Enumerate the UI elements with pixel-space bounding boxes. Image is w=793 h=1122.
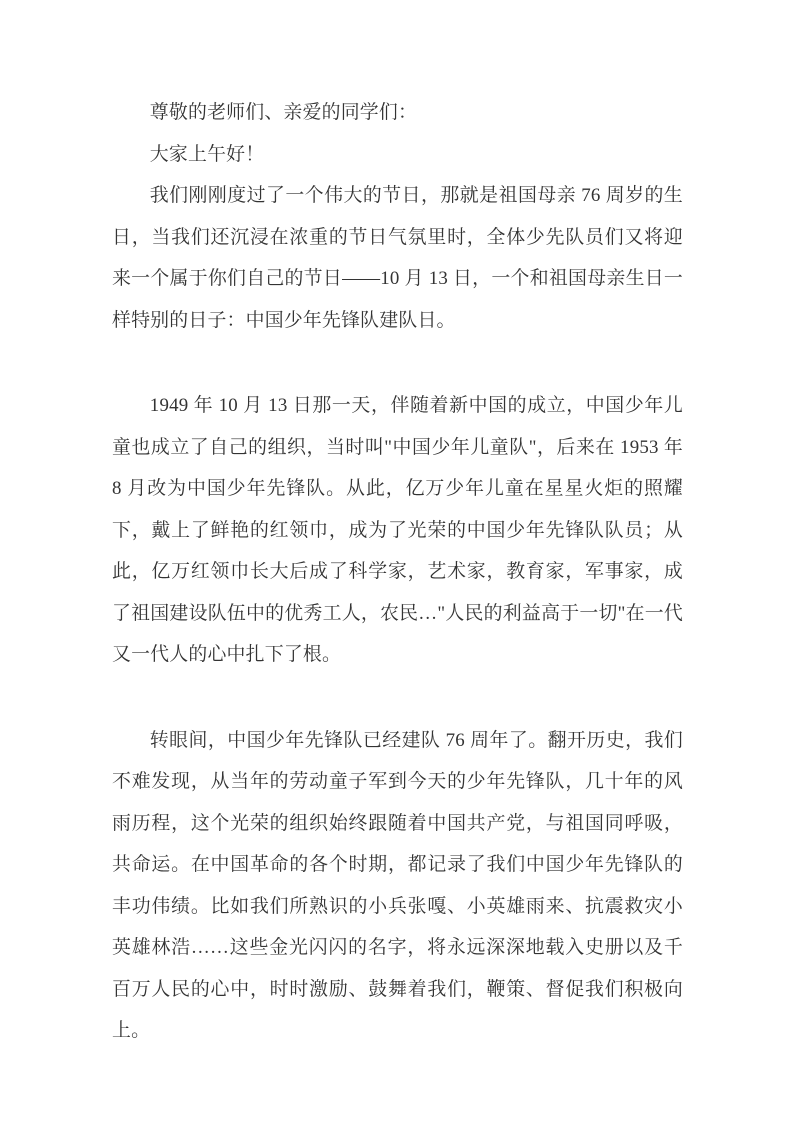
paragraph-founding-history: 1949 年 10 月 13 日那一天，伴随着新中国的成立，中国少年儿童也成立了自己的组织，当时叫"中国少年儿童队"，后来在 1953 年 8 月改为中国少年先锋队。从此，亿万少年儿童在星星火炬的照耀下，戴上了鲜艳的红领巾，成为了光荣的中国少年先锋队队员；从此，亿万红领巾长大后成了科学家，艺术家，教育家，军事家，成了祖国建设队伍中的优秀工人，农民…"人民的利益高于一切"在一代又一代人的心中扎下了根。 xyxy=(112,395,683,665)
paragraph-national-day-intro: 我们刚刚度过了一个伟大的节日，那就是祖国母亲 76 周岁的生日，当我们还沉浸在浓重的节日气氛里时，全体少先队员们又将迎来一个属于你们自己的节日——10 月 13 日，一个和祖国母亲生日一样特别的日子：中国少年先锋队建队日。 xyxy=(112,185,683,331)
salutation-line: 尊敬的老师们、亲爱的同学们： xyxy=(149,102,418,123)
greeting-line: 大家上午好！ xyxy=(149,143,265,165)
paragraph-76th-anniversary: 转眼间，中国少年先锋队已经建队 76 周年了。翻开历史，我们不难发现，从当年的劳动童子军到今天的少年先锋队，几十年的风雨历程，这个光荣的组织始终跟随着中国共产党，与祖国同呼吸，共命运。在中国革命的各个时期，都记录了我们中国少年先锋队的丰功伟绩。比如我们所熟识的小兵张嘎、小英雄雨来、抗震救灾小英雄林浩……这些金光闪闪的名字，将永远深深地载入史册以及千百万人民的心中，时时激励、鼓舞着我们，鞭策、督促我们积极向上。 xyxy=(112,729,683,1041)
